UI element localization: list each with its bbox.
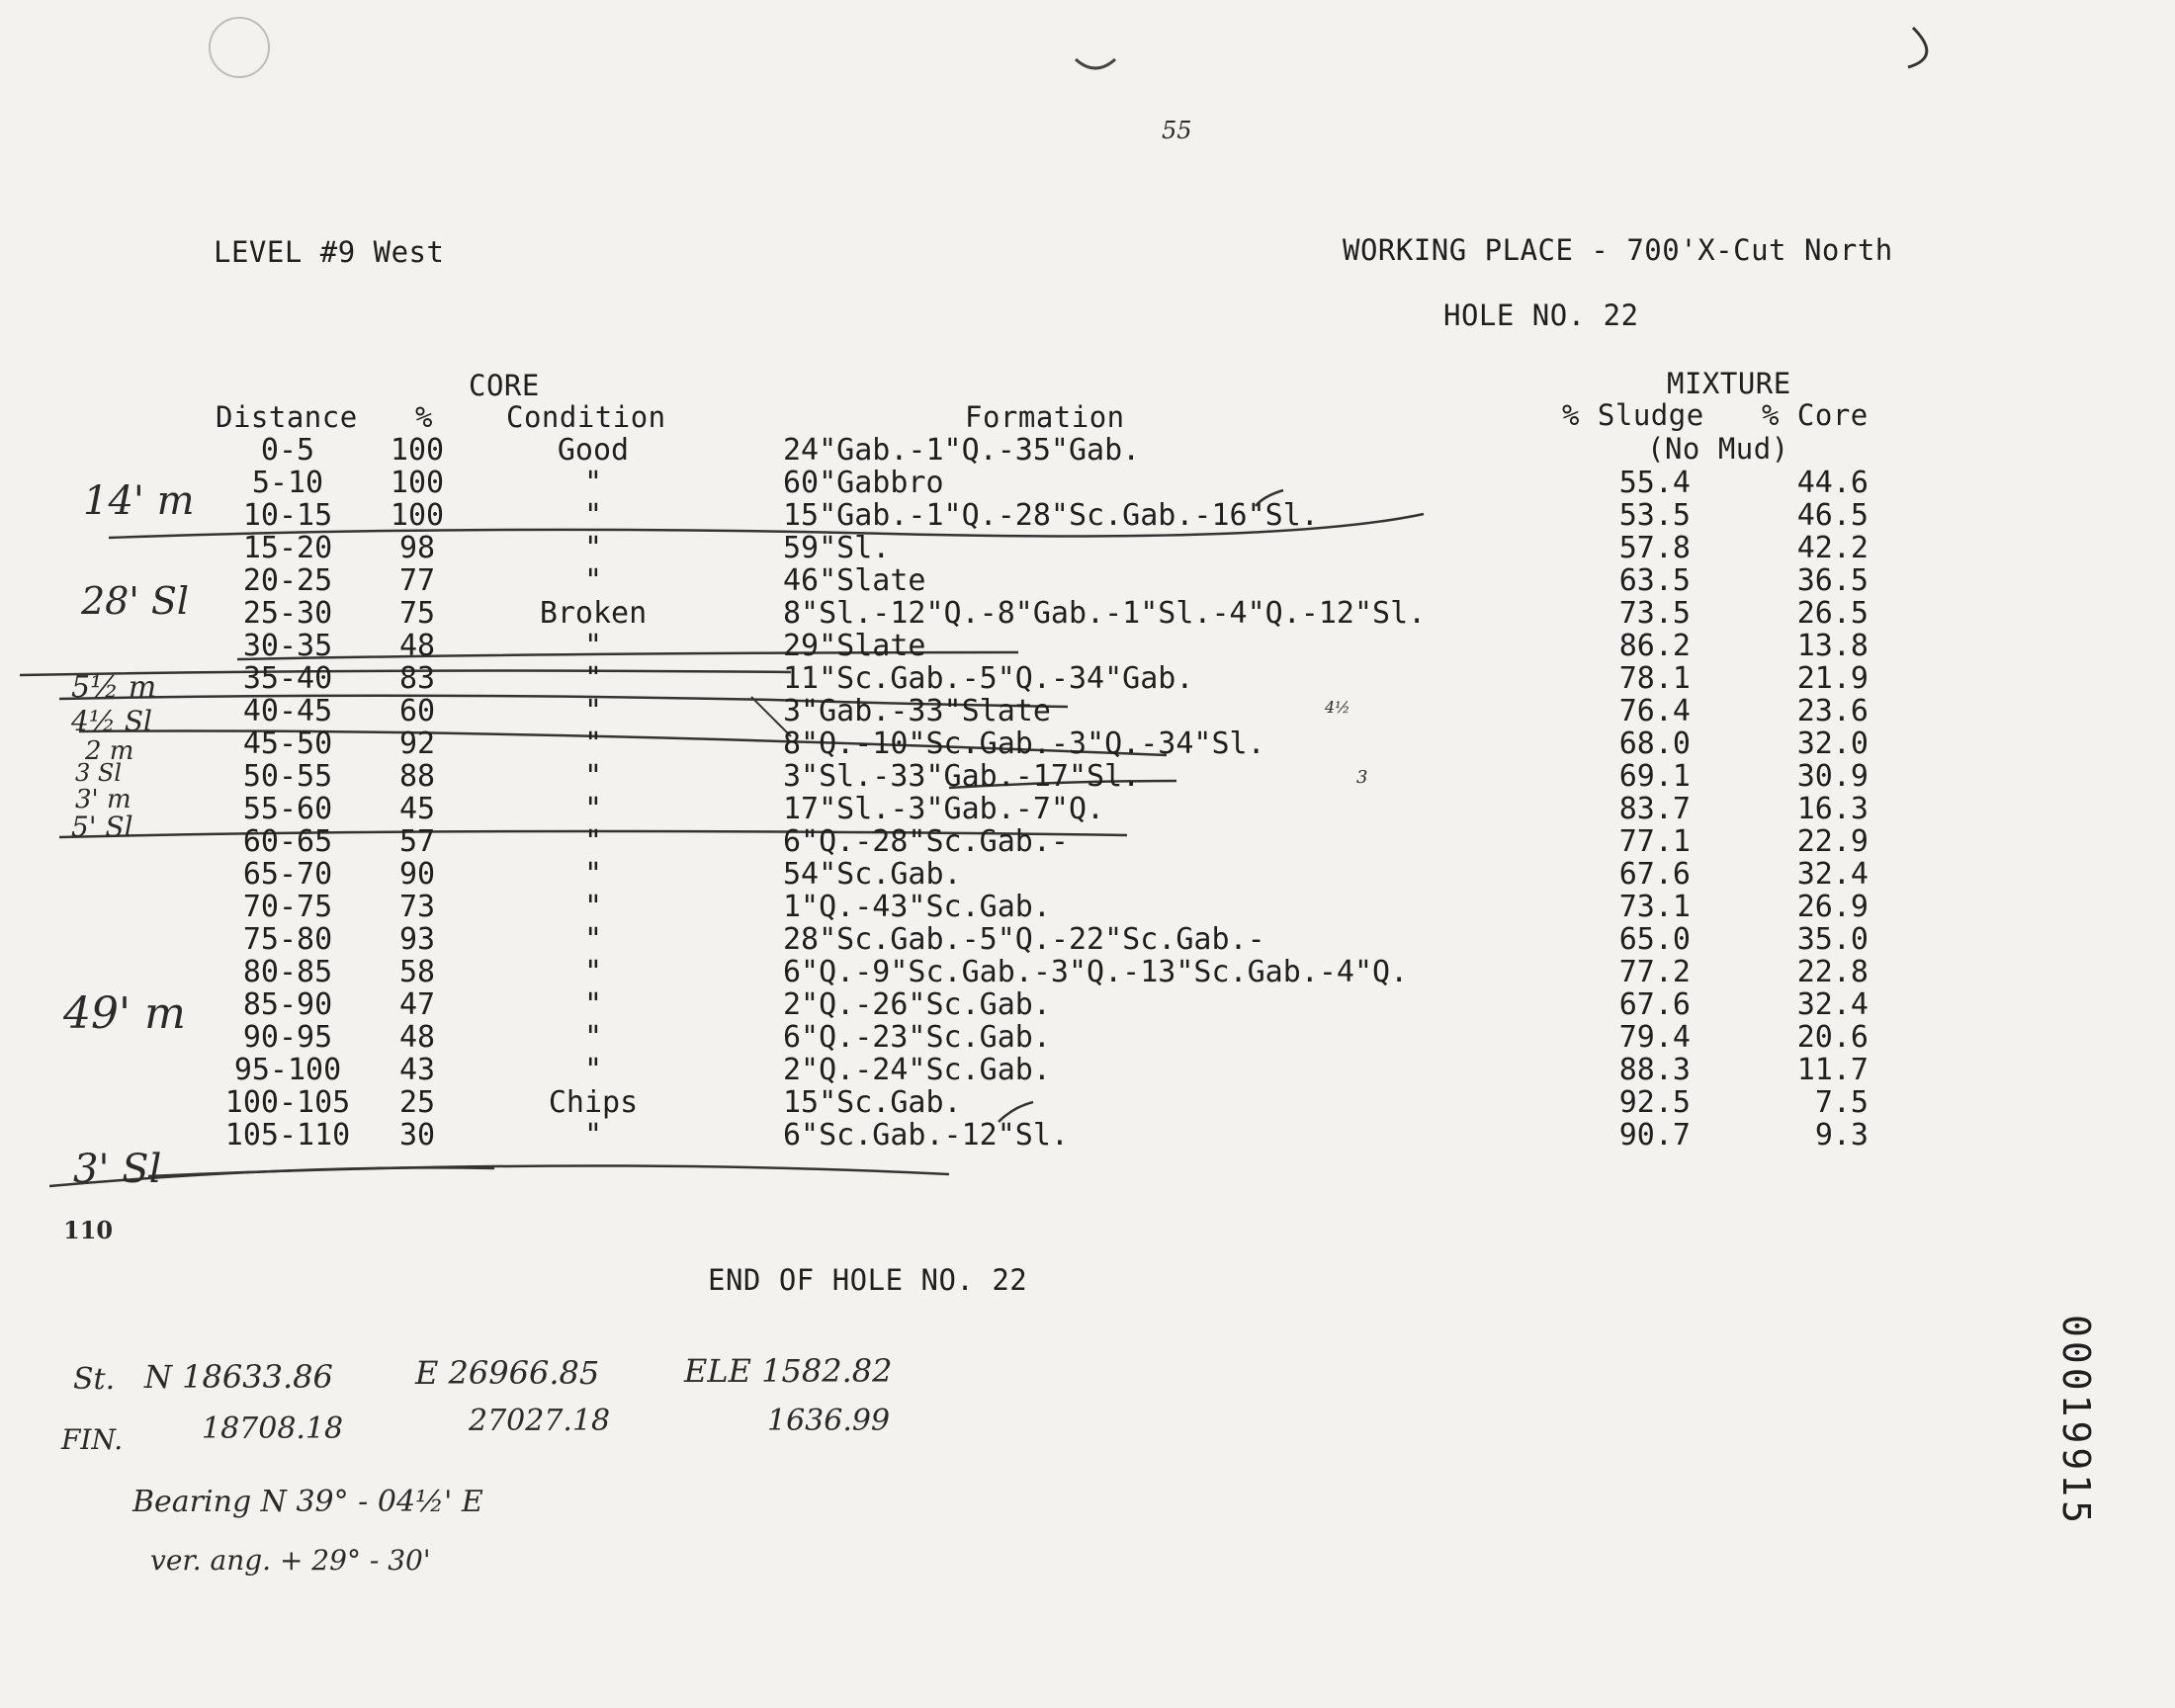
core-cell: 16.3 xyxy=(1796,792,1869,826)
sludge-cell: 76.4 xyxy=(1618,694,1691,728)
table-row xyxy=(0,1085,2175,1119)
table-row xyxy=(0,498,2175,532)
formation-cell: 15"Gab.-1"Q.-28"Sc.Gab.-16"Sl. xyxy=(783,498,1319,533)
margin-note: 28' Sl xyxy=(81,579,190,623)
sludge-cell: 67.6 xyxy=(1618,987,1691,1022)
core-cell: 7.5 xyxy=(1814,1085,1869,1120)
distance-cell: 80-85 xyxy=(242,955,333,989)
distance-cell: 0-5 xyxy=(260,433,315,468)
table-row xyxy=(0,531,2175,564)
percent-header: % xyxy=(415,400,433,434)
core-cell: 23.6 xyxy=(1796,694,1869,728)
percent-cell: 30 xyxy=(398,1118,436,1153)
percent-cell: 98 xyxy=(398,531,436,565)
table-row xyxy=(0,661,2175,695)
formation-cell: 24"Gab.-1"Q.-35"Gab. xyxy=(783,433,1141,468)
condition-cell: " xyxy=(583,531,603,565)
distance-cell: 70-75 xyxy=(242,890,333,924)
survey-start-easting: E 26966.85 xyxy=(415,1354,600,1392)
table-row xyxy=(0,1053,2175,1086)
distance-cell: 50-55 xyxy=(242,759,333,794)
percent-cell: 83 xyxy=(398,661,436,696)
distance-cell: 20-25 xyxy=(242,563,333,598)
distance-cell: 30-35 xyxy=(242,629,333,663)
condition-cell: " xyxy=(583,922,603,957)
condition-cell: " xyxy=(583,792,603,826)
margin-note: 3' m xyxy=(75,785,131,814)
formation-cell: 8"Sl.-12"Q.-8"Gab.-1"Sl.-4"Q.-12"Sl. xyxy=(783,596,1427,631)
distance-cell: 40-45 xyxy=(242,694,333,728)
working-place-label: WORKING PLACE - 700'X-Cut North xyxy=(1343,233,1893,267)
percent-cell: 77 xyxy=(398,563,436,598)
percent-cell: 93 xyxy=(398,922,436,957)
survey-finish-northing: 18708.18 xyxy=(202,1411,344,1446)
table-row xyxy=(0,563,2175,597)
sludge-cell: 65.0 xyxy=(1618,922,1691,957)
condition-cell: " xyxy=(583,694,603,728)
distance-cell: 45-50 xyxy=(242,726,333,761)
margin-note: 110 xyxy=(63,1216,114,1244)
table-row xyxy=(0,890,2175,923)
survey-vertical-angle: ver. ang. + 29° - 30' xyxy=(150,1544,431,1577)
formation-cell: 29"Slate xyxy=(783,629,926,663)
percent-cell: 100 xyxy=(390,498,445,533)
formation-cell: 8"Q.-10"Sc.Gab.-3"Q.-34"Sl. xyxy=(783,726,1265,761)
sludge-cell: 63.5 xyxy=(1618,563,1691,598)
condition-cell: " xyxy=(583,1020,603,1055)
sludge-cell: 92.5 xyxy=(1618,1085,1691,1120)
level-label: LEVEL #9 West xyxy=(214,235,445,269)
percent-cell: 88 xyxy=(398,759,436,794)
margin-note: 3 xyxy=(1356,767,1368,788)
table-row xyxy=(0,629,2175,662)
core-cell: 30.9 xyxy=(1796,759,1869,794)
condition-cell: " xyxy=(583,498,603,533)
distance-cell: 35-40 xyxy=(242,661,333,696)
distance-cell: 95-100 xyxy=(233,1053,342,1087)
pct-sludge-header: % Sludge xyxy=(1562,398,1704,432)
distance-cell: 55-60 xyxy=(242,792,333,826)
core-cell: 36.5 xyxy=(1796,563,1869,598)
sludge-cell: 68.0 xyxy=(1618,726,1691,761)
percent-cell: 47 xyxy=(398,987,436,1022)
condition-cell: Chips xyxy=(548,1085,639,1120)
formation-cell: 6"Q.-28"Sc.Gab.- xyxy=(783,824,1069,859)
formation-cell: 54"Sc.Gab. xyxy=(783,857,962,892)
sludge-cell: 83.7 xyxy=(1618,792,1691,826)
distance-header: Distance xyxy=(216,400,358,434)
table-row xyxy=(0,824,2175,858)
percent-cell: 75 xyxy=(398,596,436,631)
core-cell: 42.2 xyxy=(1796,531,1869,565)
percent-cell: 43 xyxy=(398,1053,436,1087)
percent-cell: 73 xyxy=(398,890,436,924)
distance-cell: 5-10 xyxy=(251,466,324,500)
margin-note: 3' Sl xyxy=(73,1147,162,1192)
formation-cell: 2"Q.-26"Sc.Gab. xyxy=(783,987,1051,1022)
table-row xyxy=(0,1118,2175,1152)
mixture-group-header: MIXTURE xyxy=(1667,367,1791,400)
stamp-number: 00019915 xyxy=(2054,1315,2098,1528)
margin-note: 2 m xyxy=(85,736,134,766)
condition-cell: " xyxy=(583,661,603,696)
table-row xyxy=(0,596,2175,630)
condition-cell: " xyxy=(583,466,603,500)
core-cell: 35.0 xyxy=(1796,922,1869,957)
condition-cell: " xyxy=(583,987,603,1022)
core-cell: 22.9 xyxy=(1796,824,1869,859)
distance-cell: 105-110 xyxy=(224,1118,351,1153)
core-cell: 11.7 xyxy=(1796,1053,1869,1087)
formation-cell: 17"Sl.-3"Gab.-7"Q. xyxy=(783,792,1105,826)
percent-cell: 60 xyxy=(398,694,436,728)
sludge-cell: 77.2 xyxy=(1618,955,1691,989)
end-of-hole: END OF HOLE NO. 22 xyxy=(708,1263,1028,1297)
table-row xyxy=(0,726,2175,760)
percent-cell: 25 xyxy=(398,1085,436,1120)
table-row xyxy=(0,759,2175,793)
survey-finish-elevation: 1636.99 xyxy=(767,1404,891,1438)
percent-cell: 57 xyxy=(398,824,436,859)
margin-note: 4½ Sl xyxy=(71,705,152,737)
percent-cell: 100 xyxy=(390,433,445,468)
sludge-cell: 69.1 xyxy=(1618,759,1691,794)
formation-cell: 3"Sl.-33"Gab.-17"Sl. xyxy=(783,759,1141,794)
core-cell: 44.6 xyxy=(1796,466,1869,500)
distance-cell: 75-80 xyxy=(242,922,333,957)
distance-cell: 15-20 xyxy=(242,531,333,565)
margin-note: 3 Sl xyxy=(75,759,123,787)
sludge-cell: 86.2 xyxy=(1618,629,1691,663)
core-cell: 13.8 xyxy=(1796,629,1869,663)
formation-cell: 2"Q.-24"Sc.Gab. xyxy=(783,1053,1051,1087)
formation-cell: 11"Sc.Gab.-5"Q.-34"Gab. xyxy=(783,661,1194,696)
core-cell: 26.5 xyxy=(1796,596,1869,631)
distance-cell: 65-70 xyxy=(242,857,333,892)
table-row xyxy=(0,466,2175,499)
survey-start-elevation: ELE 1582.82 xyxy=(684,1352,893,1390)
percent-cell: 48 xyxy=(398,1020,436,1055)
survey-start-label: St. xyxy=(73,1362,116,1397)
condition-cell: " xyxy=(583,1053,603,1087)
formation-cell: 3"Gab.-33"Slate xyxy=(783,694,1051,728)
margin-note: 5' Sl xyxy=(71,811,133,843)
percent-cell: 58 xyxy=(398,955,436,989)
sludge-cell: 88.3 xyxy=(1618,1053,1691,1087)
survey-finish-label: FIN. xyxy=(61,1423,124,1456)
sludge-cell: 90.7 xyxy=(1618,1118,1691,1153)
sludge-cell: 73.1 xyxy=(1618,890,1691,924)
sludge-cell: 79.4 xyxy=(1618,1020,1691,1055)
distance-cell: 90-95 xyxy=(242,1020,333,1055)
formation-cell: 60"Gabbro xyxy=(783,466,944,500)
survey-bearing: Bearing N 39° - 04½' E xyxy=(132,1485,483,1519)
formation-cell: 6"Q.-23"Sc.Gab. xyxy=(783,1020,1051,1055)
formation-cell: 6"Q.-9"Sc.Gab.-3"Q.-13"Sc.Gab.-4"Q. xyxy=(783,955,1409,989)
margin-note: 5½ m xyxy=(71,670,157,705)
sludge-cell: 77.1 xyxy=(1618,824,1691,859)
distance-cell: 85-90 xyxy=(242,987,333,1022)
condition-cell: " xyxy=(583,759,603,794)
formation-header: Formation xyxy=(965,400,1125,434)
condition-cell: " xyxy=(583,824,603,859)
table-row xyxy=(0,433,2175,467)
distance-cell: 60-65 xyxy=(242,824,333,859)
sludge-cell: 53.5 xyxy=(1618,498,1691,533)
condition-cell: " xyxy=(583,563,603,598)
condition-cell: " xyxy=(583,1118,603,1153)
core-cell: 9.3 xyxy=(1814,1118,1869,1153)
sludge-cell: 57.8 xyxy=(1618,531,1691,565)
core-cell: 22.8 xyxy=(1796,955,1869,989)
page-number: 55 xyxy=(1162,117,1192,144)
core-cell: 46.5 xyxy=(1796,498,1869,533)
core-group-header: CORE xyxy=(469,369,540,402)
distance-cell: 10-15 xyxy=(242,498,333,533)
distance-cell: 25-30 xyxy=(242,596,333,631)
formation-cell: 28"Sc.Gab.-5"Q.-22"Sc.Gab.- xyxy=(783,922,1265,957)
condition-cell: " xyxy=(583,629,603,663)
table-row xyxy=(0,857,2175,891)
margin-note: 4½ xyxy=(1325,698,1350,717)
percent-cell: 92 xyxy=(398,726,436,761)
condition-cell: " xyxy=(583,857,603,892)
condition-header: Condition xyxy=(506,400,666,434)
survey-start-northing: N 18633.86 xyxy=(144,1358,333,1396)
formation-cell: 1"Q.-43"Sc.Gab. xyxy=(783,890,1051,924)
condition-cell: " xyxy=(583,726,603,761)
percent-cell: 90 xyxy=(398,857,436,892)
margin-note: 49' m xyxy=(63,988,186,1039)
condition-cell: Broken xyxy=(539,596,648,631)
core-cell: 20.6 xyxy=(1796,1020,1869,1055)
sludge-cell: 55.4 xyxy=(1618,466,1691,500)
table-row xyxy=(0,1020,2175,1054)
core-cell: 26.9 xyxy=(1796,890,1869,924)
formation-cell: 15"Sc.Gab. xyxy=(783,1085,962,1120)
percent-cell: 100 xyxy=(390,466,445,500)
percent-cell: 48 xyxy=(398,629,436,663)
formation-cell: 6"Sc.Gab.-12"Sl. xyxy=(783,1118,1069,1153)
distance-cell: 100-105 xyxy=(224,1085,351,1120)
percent-cell: 45 xyxy=(398,792,436,826)
formation-cell: 59"Sl. xyxy=(783,531,891,565)
core-cell: 32.4 xyxy=(1796,857,1869,892)
core-cell: 21.9 xyxy=(1796,661,1869,696)
formation-cell: 46"Slate xyxy=(783,563,926,598)
margin-note: 14' m xyxy=(83,478,195,524)
survey-finish-easting: 27027.18 xyxy=(469,1404,611,1438)
table-row xyxy=(0,792,2175,825)
sludge-cell: 67.6 xyxy=(1618,857,1691,892)
core-cell: 32.0 xyxy=(1796,726,1869,761)
no-mud-note: (No Mud) xyxy=(1647,432,1789,466)
table-row xyxy=(0,987,2175,1021)
condition-cell: " xyxy=(583,890,603,924)
condition-cell: Good xyxy=(557,433,630,468)
hole-number: HOLE NO. 22 xyxy=(1443,299,1639,332)
table-row xyxy=(0,694,2175,727)
sludge-cell: 73.5 xyxy=(1618,596,1691,631)
table-row xyxy=(0,955,2175,988)
condition-cell: " xyxy=(583,955,603,989)
pct-core-header: % Core xyxy=(1762,398,1869,432)
sludge-cell: 78.1 xyxy=(1618,661,1691,696)
core-cell: 32.4 xyxy=(1796,987,1869,1022)
table-row xyxy=(0,922,2175,956)
